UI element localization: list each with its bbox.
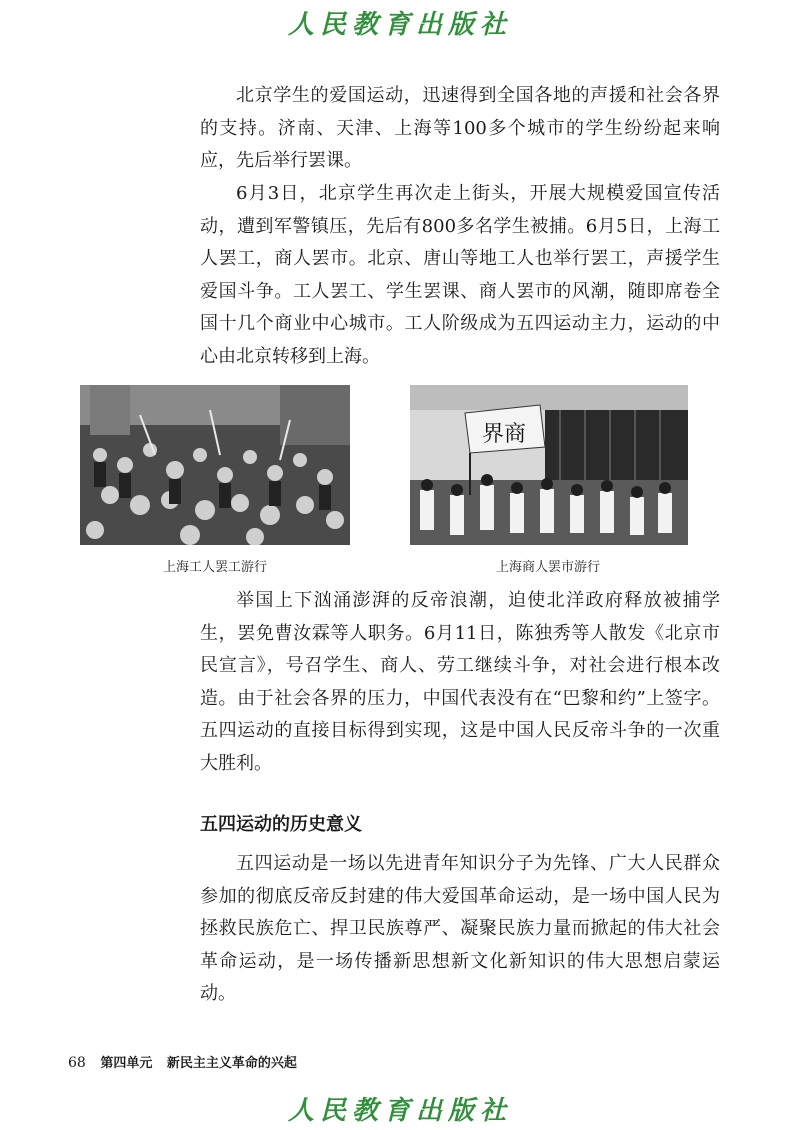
paragraph-june-third: 6月3日，北京学生再次走上街头，开展大规模爱国宣传活动，遭到军警镇压，先后有800多名学生被捕。6月5日，上海工人罢工，商人罢市。北京、唐山等地工人也举行罢工，声援学生爱国斗争。工人罢工、学生罢课、商人罢市的风潮，随即席卷全国十几个商业中心城市。工人阶级成为五四运动主力，运动的中心由北京转移到上海。 <box>200 183 720 367</box>
caption-workers-strike: 上海工人罢工游行 <box>163 560 268 575</box>
photo-workers-strike-parade <box>80 385 350 545</box>
unit-title: 新民主主义革命的兴起 <box>166 1056 297 1071</box>
paragraph-significance: 五四运动是一场以先进青年知识分子为先锋、广大人民群众参加的彻底反帝反封建的伟大爱国革命运动，是一场中国人民为拯救民族危亡、捍卫民族尊严、凝聚民族力量而掀起的伟大社会革命运动，是一场传播新思想新文化新知识的伟大思想启蒙运动。 <box>200 853 720 1004</box>
photo-merchants-strike-parade <box>410 385 688 545</box>
paragraph-victory: 举国上下汹涌澎湃的反帝浪潮，迫使北洋政府释放被捕学生，罢免曹汝霖等人职务。6月11日，陈独秀等人散发《北京市民宣言》，号召学生、商人、劳工继续斗争，对社会进行根本改造。由于社会各界的压力，中国代表没有在“巴黎和约”上签字。五四运动的直接目标得到实现，这是中国人民反帝斗争的一次重大胜利。 <box>200 590 720 774</box>
publisher-logo-top: 人民教育出版社 <box>287 10 512 40</box>
page-footer <box>68 1052 307 1071</box>
banner-text: 界商 <box>482 422 527 447</box>
unit-label: 第四单元 <box>100 1056 153 1071</box>
caption-merchants-strike: 上海商人罢市游行 <box>496 560 601 575</box>
page-number: 68 <box>68 1055 86 1071</box>
section-heading: 五四运动的历史意义 <box>200 814 362 835</box>
publisher-logo-bottom: 人民教育出版社 <box>287 1096 512 1126</box>
paragraph-student-movement: 北京学生的爱国运动，迅速得到全国各地的声援和社会各界的支持。济南、天津、上海等100多个城市的学生纷纷起来响应，先后举行罢课。 <box>200 85 720 171</box>
